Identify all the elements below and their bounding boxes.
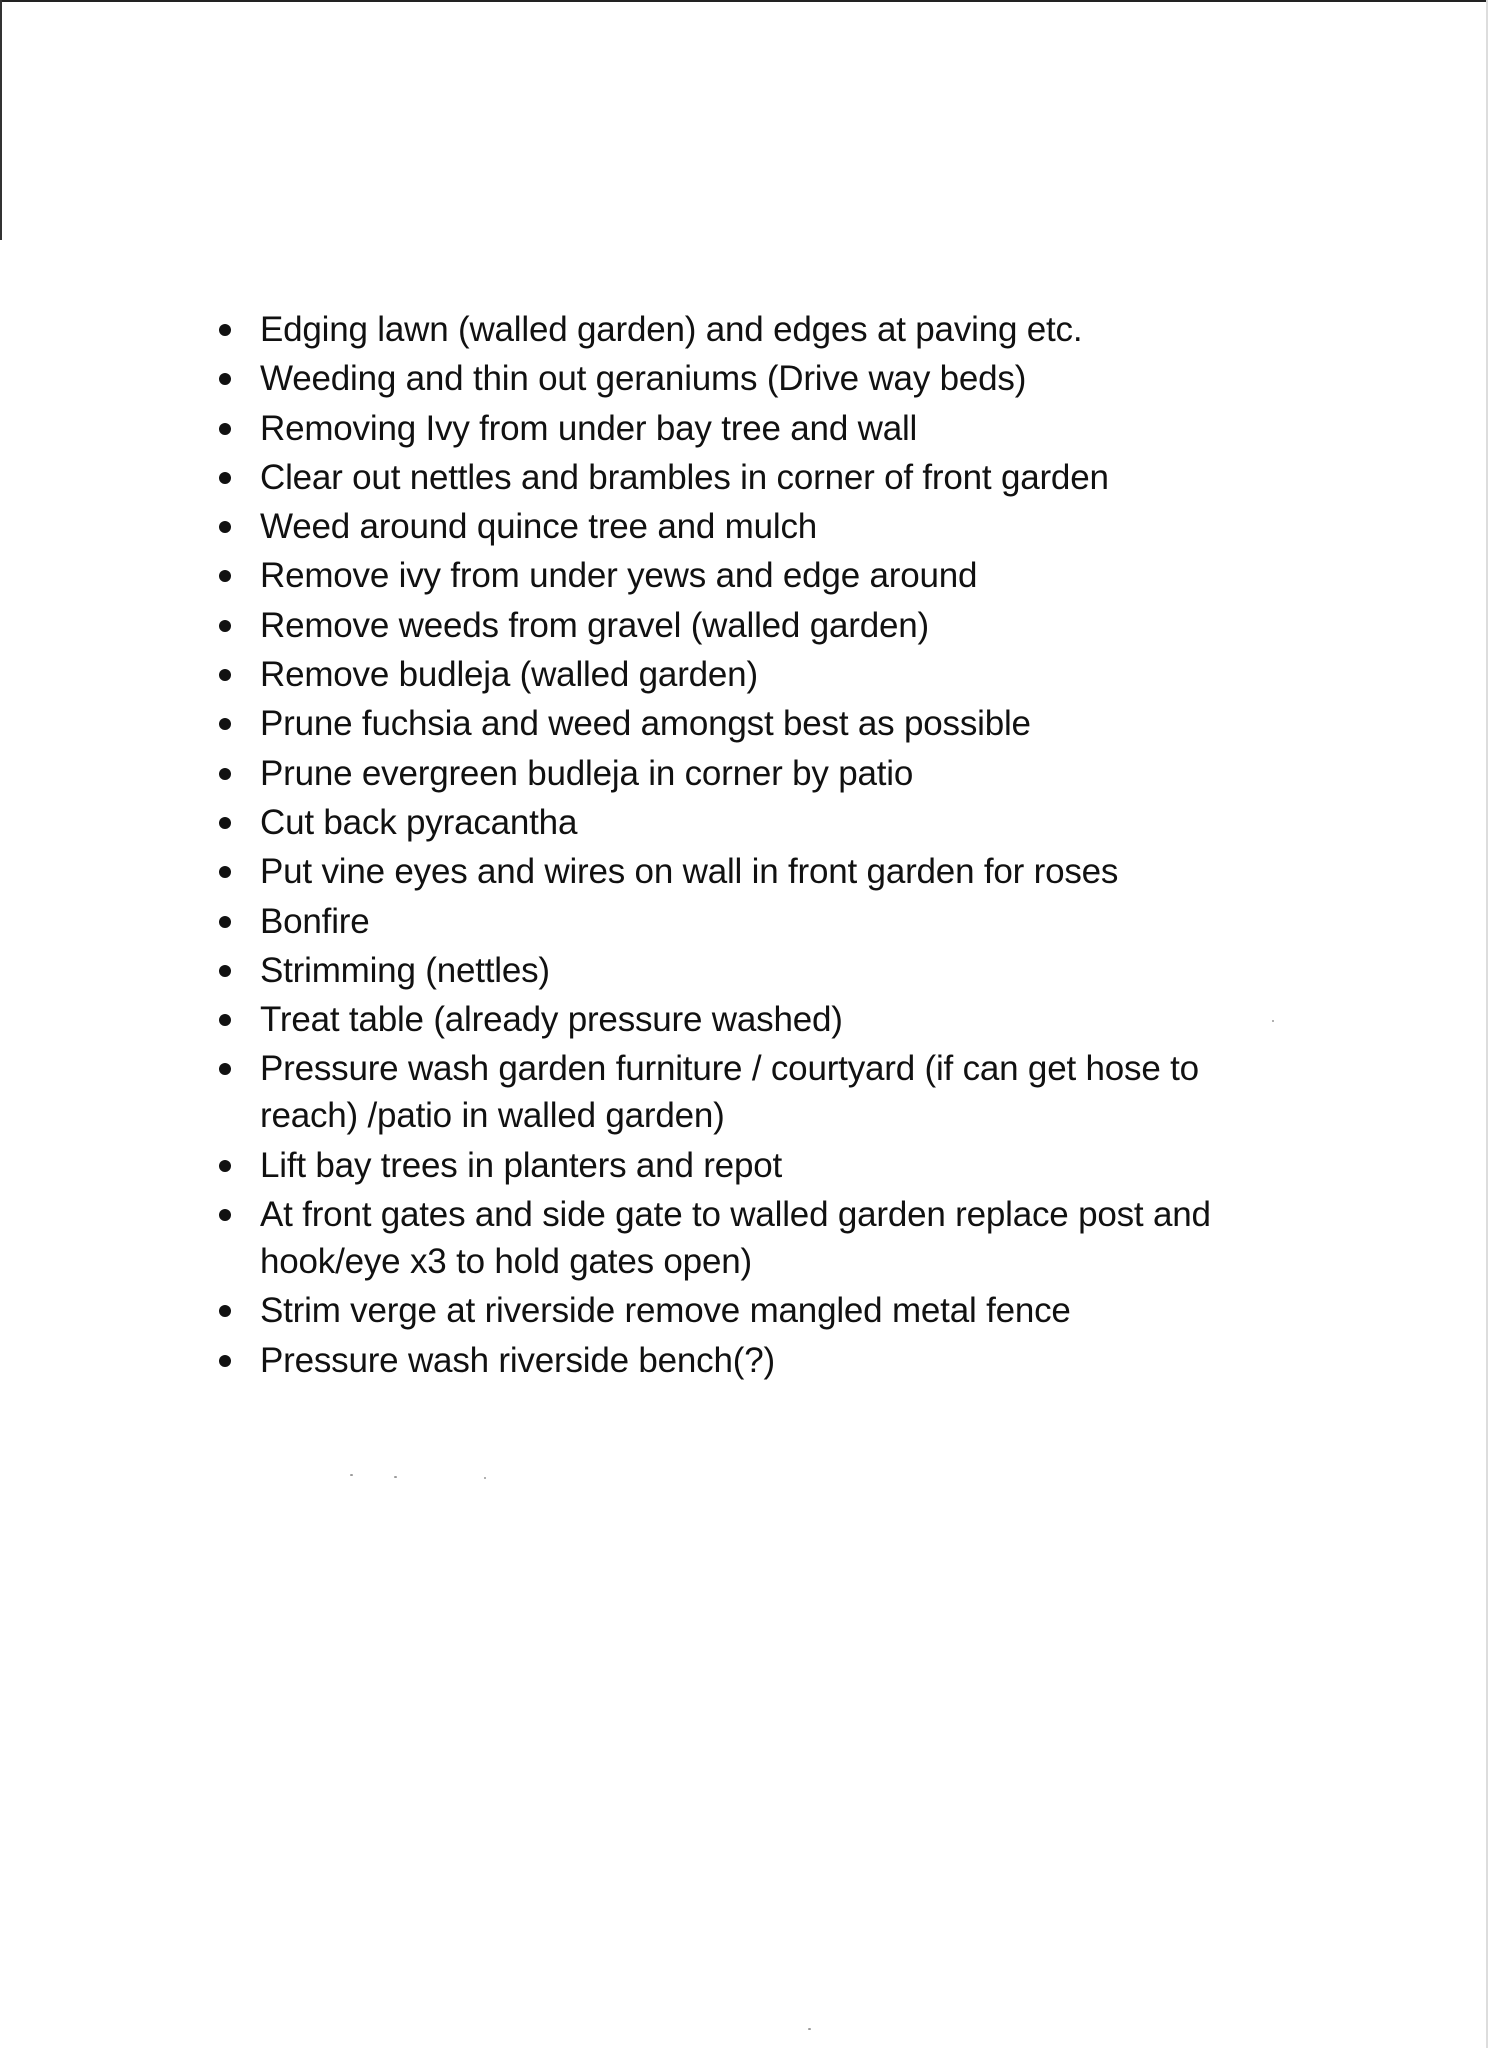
list-item bbox=[214, 700, 1294, 747]
bullet-icon bbox=[219, 1209, 231, 1221]
bullet-icon bbox=[219, 521, 231, 533]
bullet-icon bbox=[219, 669, 231, 681]
task-text: Weed around quince tree and mulch bbox=[260, 507, 818, 547]
task-text: Clear out nettles and brambles in corner of front garden bbox=[260, 457, 1109, 497]
task-text: Bonfire bbox=[260, 901, 370, 941]
bullet-icon bbox=[219, 472, 231, 484]
bullet-icon bbox=[219, 620, 231, 632]
task-text: Put vine eyes and wires on wall in front garden for roses bbox=[260, 852, 1119, 892]
scan-speck bbox=[394, 1476, 397, 1478]
list-item bbox=[214, 799, 1294, 846]
task-text: Strim verge at riverside remove mangled metal fence bbox=[260, 1291, 1071, 1331]
task-text: Strimming (nettles) bbox=[260, 950, 550, 990]
list-item bbox=[214, 1045, 1294, 1139]
list-item bbox=[214, 602, 1294, 649]
task-text: Lift bay trees in planters and repot bbox=[260, 1145, 783, 1185]
task-text: At front gates and side gate to walled garden replace post and hook/eye x3 to hold gates open) bbox=[260, 1195, 1211, 1282]
scan-speck bbox=[1272, 1020, 1274, 1022]
scan-border-left bbox=[0, 0, 2, 240]
task-text: Edging lawn (walled garden) and edges at paving etc. bbox=[260, 310, 1083, 349]
scan-speck bbox=[808, 2028, 811, 2030]
task-text: Remove weeds from gravel (walled garden) bbox=[260, 605, 929, 645]
bullet-icon bbox=[219, 965, 231, 977]
bullet-icon bbox=[219, 373, 231, 385]
scan-border-top bbox=[0, 0, 1488, 2]
list-item bbox=[214, 750, 1294, 797]
bullet-icon bbox=[219, 1063, 231, 1075]
bullet-icon bbox=[219, 817, 231, 829]
task-text: Pressure wash riverside bench(?) bbox=[260, 1340, 775, 1380]
bullet-icon bbox=[219, 324, 231, 336]
list-item bbox=[214, 552, 1294, 599]
task-text: Cut back pyracantha bbox=[260, 802, 578, 842]
list-item bbox=[214, 1287, 1294, 1334]
list-item bbox=[214, 355, 1294, 402]
list-item bbox=[214, 848, 1294, 895]
bullet-icon bbox=[219, 1305, 231, 1317]
list-item bbox=[214, 306, 1294, 353]
task-text: Prune evergreen budleja in corner by patio bbox=[260, 753, 914, 793]
task-text: Prune fuchsia and weed amongst best as possible bbox=[260, 704, 1031, 744]
bullet-icon bbox=[219, 718, 231, 730]
task-list bbox=[214, 306, 1294, 1384]
list-item bbox=[214, 1337, 1294, 1384]
list-item bbox=[214, 405, 1294, 452]
list-item bbox=[214, 1191, 1294, 1285]
bullet-icon bbox=[219, 1014, 231, 1026]
bullet-icon bbox=[219, 423, 231, 435]
task-text: Treat table (already pressure washed) bbox=[260, 1000, 843, 1040]
task-text: Removing Ivy from under bay tree and wall bbox=[260, 408, 918, 448]
task-text: Pressure wash garden furniture / courtyard (if can get hose to reach) /patio in walled garden) bbox=[260, 1049, 1199, 1136]
list-item bbox=[214, 503, 1294, 550]
bullet-icon bbox=[219, 768, 231, 780]
document-page bbox=[214, 306, 1294, 1386]
bullet-icon bbox=[219, 866, 231, 878]
list-item bbox=[214, 898, 1294, 945]
bullet-icon bbox=[219, 570, 231, 582]
bullet-icon bbox=[219, 1160, 231, 1172]
list-item bbox=[214, 947, 1294, 994]
scan-speck bbox=[484, 1477, 486, 1479]
bullet-icon bbox=[219, 916, 231, 928]
scan-speck bbox=[350, 1474, 353, 1476]
task-text: Remove ivy from under yews and edge around bbox=[260, 556, 978, 596]
list-item bbox=[214, 996, 1294, 1043]
task-text: Weeding and thin out geraniums (Drive way beds) bbox=[260, 359, 1027, 399]
list-item bbox=[214, 454, 1294, 501]
task-text: Remove budleja (walled garden) bbox=[260, 655, 758, 695]
bullet-icon bbox=[219, 1355, 231, 1367]
list-item bbox=[214, 1142, 1294, 1189]
list-item bbox=[214, 651, 1294, 698]
